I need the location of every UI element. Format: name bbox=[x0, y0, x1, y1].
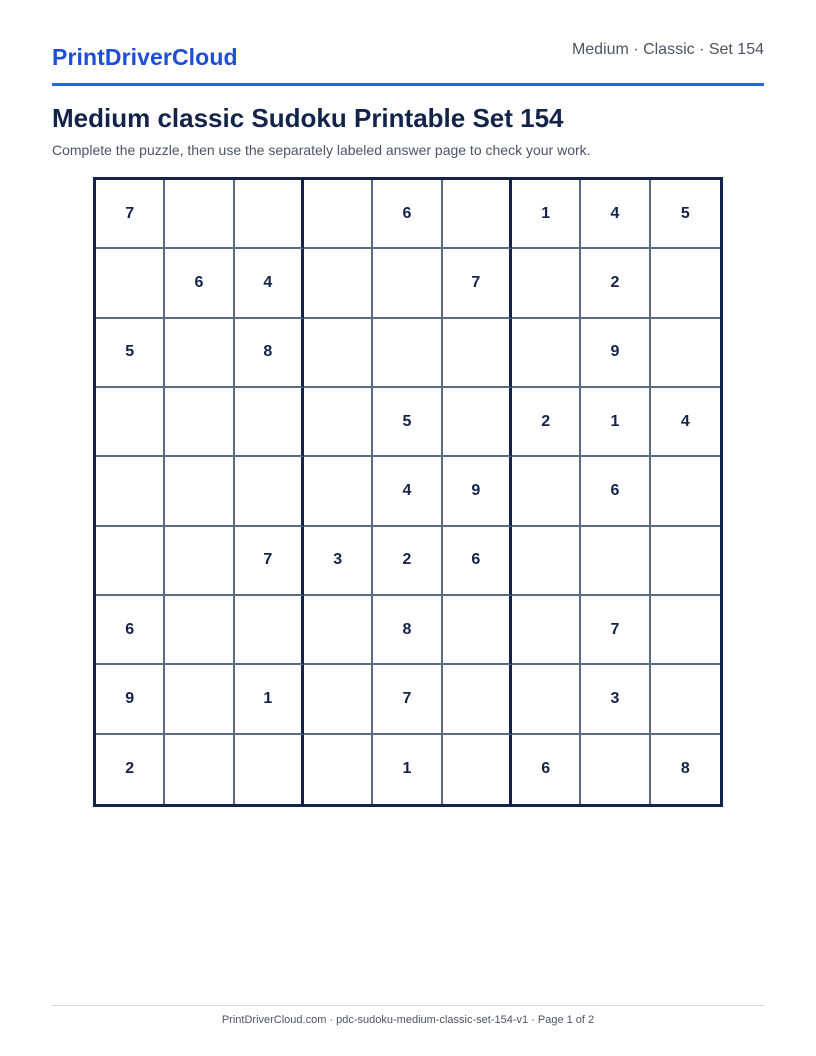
page-footer: PrintDriverCloud.com · pdc-sudoku-medium-classic-set-154-v1 · Page 1 of 2 bbox=[221, 1014, 595, 1026]
sudoku-cell: 1 bbox=[373, 735, 442, 804]
sudoku-cell bbox=[235, 180, 304, 249]
page-header bbox=[52, 0, 764, 86]
sudoku-cell: 9 bbox=[96, 665, 165, 734]
sudoku-cell bbox=[512, 319, 581, 388]
sudoku-cell bbox=[304, 180, 373, 249]
sudoku-cell: 4 bbox=[373, 457, 442, 526]
sudoku-cell bbox=[581, 527, 650, 596]
sudoku-cell: 5 bbox=[651, 180, 720, 249]
sudoku-cell: 7 bbox=[443, 249, 512, 318]
sudoku-cell bbox=[165, 665, 234, 734]
sudoku-cell: 2 bbox=[373, 527, 442, 596]
sudoku-cell bbox=[304, 319, 373, 388]
sudoku-cell: 7 bbox=[373, 665, 442, 734]
sudoku-cell bbox=[96, 388, 165, 457]
sudoku-cell bbox=[651, 665, 720, 734]
sudoku-cell bbox=[304, 457, 373, 526]
sudoku-cell: 6 bbox=[581, 457, 650, 526]
sudoku-cell: 8 bbox=[235, 319, 304, 388]
sudoku-cell: 2 bbox=[512, 388, 581, 457]
sudoku-cell bbox=[651, 319, 720, 388]
sudoku-cell bbox=[165, 735, 234, 804]
sudoku-cell bbox=[651, 249, 720, 318]
sudoku-cell bbox=[373, 319, 442, 388]
sudoku-cell bbox=[96, 249, 165, 318]
sudoku-cell: 7 bbox=[581, 596, 650, 665]
sudoku-cell bbox=[96, 527, 165, 596]
sudoku-cell bbox=[304, 735, 373, 804]
sudoku-cell bbox=[443, 665, 512, 734]
sudoku-grid bbox=[93, 177, 723, 807]
sudoku-cell: 3 bbox=[581, 665, 650, 734]
sudoku-cell bbox=[235, 388, 304, 457]
sudoku-cell bbox=[96, 457, 165, 526]
sudoku-cell bbox=[443, 180, 512, 249]
sudoku-cell: 2 bbox=[96, 735, 165, 804]
sudoku-cell bbox=[651, 457, 720, 526]
sudoku-cell: 1 bbox=[235, 665, 304, 734]
sudoku-cell: 1 bbox=[512, 180, 581, 249]
sudoku-cell: 6 bbox=[443, 527, 512, 596]
sudoku-cell bbox=[304, 388, 373, 457]
sudoku-cell bbox=[304, 596, 373, 665]
sudoku-cell bbox=[235, 596, 304, 665]
sudoku-cell bbox=[443, 319, 512, 388]
sudoku-cell bbox=[304, 249, 373, 318]
sudoku-cell bbox=[512, 457, 581, 526]
puzzle-meta: Medium · Classic · Set 154 bbox=[571, 41, 764, 58]
sudoku-cell bbox=[235, 735, 304, 804]
sudoku-cell bbox=[512, 527, 581, 596]
sudoku-cell: 5 bbox=[373, 388, 442, 457]
sudoku-cell bbox=[443, 388, 512, 457]
sudoku-cell: 7 bbox=[96, 180, 165, 249]
sudoku-cell: 9 bbox=[443, 457, 512, 526]
sudoku-cell bbox=[512, 596, 581, 665]
sudoku-cell: 6 bbox=[165, 249, 234, 318]
sudoku-cell bbox=[443, 596, 512, 665]
sudoku-cell: 9 bbox=[581, 319, 650, 388]
sudoku-cell: 2 bbox=[581, 249, 650, 318]
sudoku-cell bbox=[512, 665, 581, 734]
sudoku-cell: 6 bbox=[512, 735, 581, 804]
sudoku-cell: 8 bbox=[680, 760, 690, 778]
sudoku-cell: 6 bbox=[96, 596, 165, 665]
page-title: Medium classic Sudoku Printable Set 154 bbox=[52, 103, 564, 133]
sudoku-cell: 5 bbox=[96, 319, 165, 388]
footer-divider bbox=[52, 1005, 764, 1006]
sudoku-cell bbox=[651, 596, 720, 665]
sudoku-cell: 1 bbox=[581, 388, 650, 457]
sudoku-cell: 8 bbox=[373, 596, 442, 665]
sudoku-cell: 6 bbox=[373, 180, 442, 249]
sudoku-cell bbox=[165, 319, 234, 388]
brand-logo: PrintDriverCloud bbox=[52, 44, 238, 70]
page-subtitle: Complete the puzzle, then use the separately labeled answer page to check your work. bbox=[52, 142, 591, 158]
sudoku-cell: 4 bbox=[651, 388, 720, 457]
sudoku-cell bbox=[512, 249, 581, 318]
sudoku-cell bbox=[443, 735, 512, 804]
sudoku-cell: 3 bbox=[304, 527, 373, 596]
sudoku-cell bbox=[165, 527, 234, 596]
sudoku-cell bbox=[165, 388, 234, 457]
sudoku-cell bbox=[304, 665, 373, 734]
sudoku-cell: 4 bbox=[235, 249, 304, 318]
sudoku-cell bbox=[373, 249, 442, 318]
sudoku-cell bbox=[165, 457, 234, 526]
sudoku-cell bbox=[581, 735, 650, 804]
sudoku-cell: 4 bbox=[581, 180, 650, 249]
sudoku-cell bbox=[235, 457, 304, 526]
sudoku-cell: 7 bbox=[235, 527, 304, 596]
sudoku-cell bbox=[651, 527, 720, 596]
sudoku-cell bbox=[165, 180, 234, 249]
sudoku-cell bbox=[165, 596, 234, 665]
